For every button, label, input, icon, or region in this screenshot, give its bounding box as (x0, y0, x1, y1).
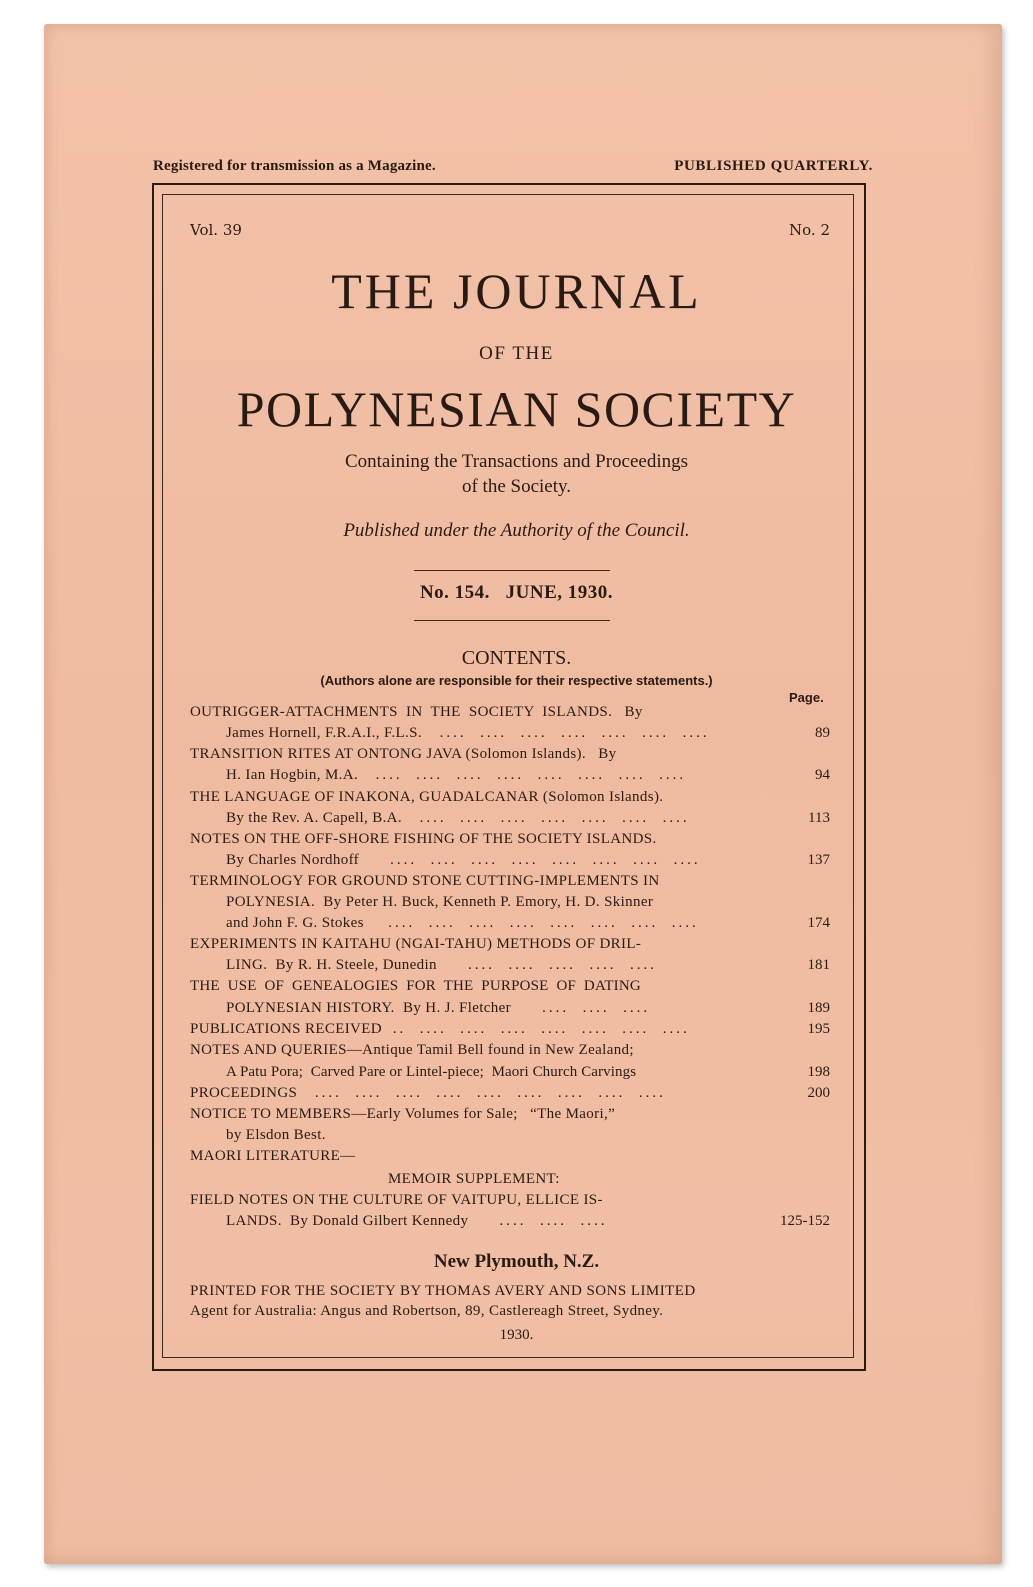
toc-line: A Patu Pora; Carved Pare or Lintel-piece; Maori Church Carvings (226, 1064, 637, 1080)
toc-line: TERMINOLOGY FOR GROUND STONE CUTTING-IMPLEMENTS IN (190, 873, 660, 889)
toc-author: H. Ian Hogbin, M.A. (226, 767, 359, 783)
leader-dots: .... .... .... .... .... .... .... .... (362, 767, 687, 783)
toc-line (226, 915, 699, 932)
toc-line: MEMOIR SUPPLEMENT: (388, 1171, 560, 1187)
toc-line: NOTICE TO MEMBERS—Early Volumes for Sale; “The Maori,” (190, 1106, 616, 1122)
leader-dots: .... .... .... .... .... .... .... .... .... (301, 1085, 666, 1101)
publication-place: New Plymouth, N.Z. (433, 1251, 600, 1272)
title-society: POLYNESIAN SOCIETY (236, 381, 797, 437)
title-of-the: OF THE (479, 343, 554, 364)
toc-title: PROCEEDINGS (190, 1085, 298, 1101)
toc-line: MAORI LITERATURE— (190, 1148, 356, 1164)
toc-page-number: 189 (807, 1000, 830, 1016)
toc-line: FIELD NOTES ON THE CULTURE OF VAITUPU, ELLICE IS- (190, 1192, 603, 1208)
toc-author: and John F. G. Stokes (226, 915, 364, 931)
toc-line (226, 767, 686, 784)
leader-dots: .. .... .... .... .... .... .... .... (386, 1021, 690, 1037)
toc-line (226, 1213, 607, 1230)
toc-line: EXPERIMENTS IN KAITAHU (NGAI-TAHU) METHODS OF DRIL- (190, 936, 642, 952)
leader-dots: .... .... .... (472, 1213, 608, 1229)
volume-label: Vol. 39 (190, 221, 242, 239)
toc-line: OUTRIGGER-ATTACHMENTS IN THE SOCIETY ISLANDS. By (190, 704, 643, 720)
toc-page-number: 200 (807, 1085, 830, 1101)
leader-dots: .... .... .... .... .... (440, 957, 657, 973)
toc-line: THE LANGUAGE OF INAKONA, GUADALCANAR (Solomon Islands). (190, 789, 664, 805)
toc-line (226, 810, 690, 827)
authority-note: Published under the Authority of the Council. (343, 520, 690, 541)
toc-line (226, 957, 657, 974)
toc-line (190, 1085, 666, 1102)
toc-page-number: 89 (815, 725, 830, 741)
toc-line: NOTES AND QUERIES—Antique Tamil Bell found in New Zealand; (190, 1042, 634, 1058)
toc-page-number: 113 (808, 810, 830, 826)
toc-author: LING. By R. H. Steele, Dunedin (226, 957, 437, 973)
leader-dots: .... .... .... (515, 1000, 651, 1016)
toc-author: By the Rev. A. Capell, B.A. (226, 810, 402, 826)
leader-dots: .... .... .... .... .... .... .... .... (367, 915, 699, 931)
toc-line (190, 1021, 690, 1038)
toc-line (226, 725, 710, 742)
toc-title: PUBLICATIONS RECEIVED (190, 1021, 382, 1037)
agent-line: Agent for Australia: Angus and Robertson, 89, Castlereagh Street, Sydney. (190, 1303, 664, 1319)
printer-line: PRINTED FOR THE SOCIETY BY THOMAS AVERY AND SONS LIMITED (190, 1283, 696, 1299)
toc-line (226, 852, 701, 869)
title-journal: THE JOURNAL (331, 263, 702, 319)
page-column-heading: Page. (789, 690, 824, 705)
toc-page-number: 198 (807, 1064, 830, 1080)
toc-page-number: 174 (807, 915, 830, 931)
frequency-note: PUBLISHED QUARTERLY. (674, 158, 873, 174)
toc-page-number: 94 (815, 767, 830, 783)
subtitle-line-2: of the Society. (461, 476, 572, 497)
toc-author: By Charles Nordhoff (226, 852, 360, 868)
toc-line: POLYNESIA. By Peter H. Buck, Kenneth P. Emory, H. D. Skinner (226, 894, 654, 910)
subtitle-line-1: Containing the Transactions and Proceedings (344, 451, 689, 472)
toc-line: THE USE OF GENEALOGIES FOR THE PURPOSE OF DATING (190, 978, 641, 994)
leader-dots: .... .... .... .... .... .... .... .... (363, 852, 701, 868)
toc-line: TRANSITION RITES AT ONTONG JAVA (Solomon Islands). By (190, 746, 617, 762)
toc-page-number: 137 (807, 852, 830, 868)
registration-note: Registered for transmission as a Magazine. (153, 158, 436, 174)
leader-dots: .... .... .... .... .... .... .... (426, 725, 710, 741)
toc-line: NOTES ON THE OFF-SHORE FISHING OF THE SOCIETY ISLANDS. (190, 831, 657, 847)
divider-bottom (414, 620, 610, 621)
publication-year: 1930. (499, 1327, 534, 1343)
toc-page-number: 195 (807, 1021, 830, 1037)
toc-author: LANDS. By Donald Gilbert Kennedy (226, 1213, 469, 1229)
leader-dots: .... .... .... .... .... .... .... (406, 810, 690, 826)
toc-author: POLYNESIAN HISTORY. By H. J. Fletcher (226, 1000, 512, 1016)
contents-heading: CONTENTS. (461, 647, 572, 669)
toc-line (226, 1000, 650, 1017)
toc-page-number: 125-152 (780, 1213, 830, 1229)
number-label: No. 2 (789, 221, 830, 239)
toc-page-number: 181 (807, 957, 830, 973)
issue-line: No. 154. JUNE, 1930. (419, 582, 614, 603)
toc-line: by Elsdon Best. (226, 1127, 326, 1143)
toc-author: James Hornell, F.R.A.I., F.L.S. (226, 725, 422, 741)
divider-top (414, 570, 610, 571)
contents-disclaimer: (Authors alone are responsible for their respective statements.) (320, 673, 713, 688)
